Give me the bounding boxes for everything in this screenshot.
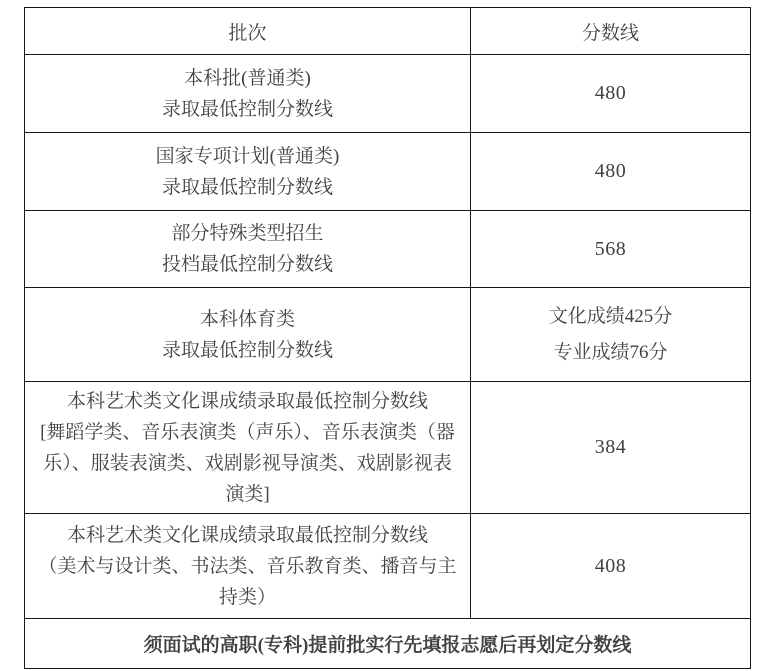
batch-line: 本科体育类 [199, 308, 295, 330]
batch-cell [25, 211, 471, 288]
batch-detail: [舞蹈学类、音乐表演类（声乐）、音乐表演类（器乐）、服装表演类、戏剧影视导演类、戏剧影视表演类] [40, 421, 455, 505]
score-value: 480 [594, 82, 627, 104]
table-row [25, 133, 751, 211]
score-cell [471, 514, 751, 619]
table-row [25, 382, 751, 514]
batch-line: 录取最低控制分数线 [161, 339, 333, 361]
batch-cell [25, 288, 471, 382]
batch-line: 录取最低控制分数线 [161, 176, 333, 198]
batch-cell [25, 514, 471, 619]
batch-line: 本科艺术类文化课成绩录取最低控制分数线 [66, 390, 428, 412]
score-value: 文化成绩425分 [548, 305, 673, 327]
footer-note: 须面试的高职(专科)提前批实行先填报志愿后再划定分数线 [25, 619, 751, 669]
score-value: 408 [594, 554, 627, 577]
table-header-row [25, 8, 751, 55]
header-score: 分数线 [471, 8, 751, 55]
score-value: 480 [594, 160, 627, 182]
batch-line: 国家专项计划(普通类) [155, 145, 340, 167]
batch-cell [25, 382, 471, 514]
score-cell [471, 55, 751, 133]
batch-line: 本科艺术类文化课成绩录取最低控制分数线 [66, 524, 428, 546]
score-cell [471, 382, 751, 514]
score-cell [471, 211, 751, 288]
batch-line: 投档最低控制分数线 [161, 254, 333, 275]
score-cell [471, 288, 751, 382]
header-batch: 批次 [25, 8, 471, 55]
table-row [25, 288, 751, 382]
batch-cell [25, 55, 471, 133]
table-footer-row [25, 619, 751, 669]
table-row [25, 514, 751, 619]
batch-line: 本科批(普通类) [184, 67, 311, 89]
score-cell [471, 133, 751, 211]
batch-detail: （美术与设计类、书法类、音乐教育类、播音与主持类） [38, 555, 457, 608]
score-value: 专业成绩76分 [553, 341, 668, 363]
score-value: 568 [594, 237, 627, 260]
table-row [25, 211, 751, 288]
table-row [25, 55, 751, 133]
batch-cell [25, 133, 471, 211]
score-line-table [24, 7, 751, 669]
batch-line: 录取最低控制分数线 [161, 98, 333, 120]
batch-line: 部分特殊类型招生 [171, 223, 324, 244]
score-value: 384 [594, 436, 627, 458]
